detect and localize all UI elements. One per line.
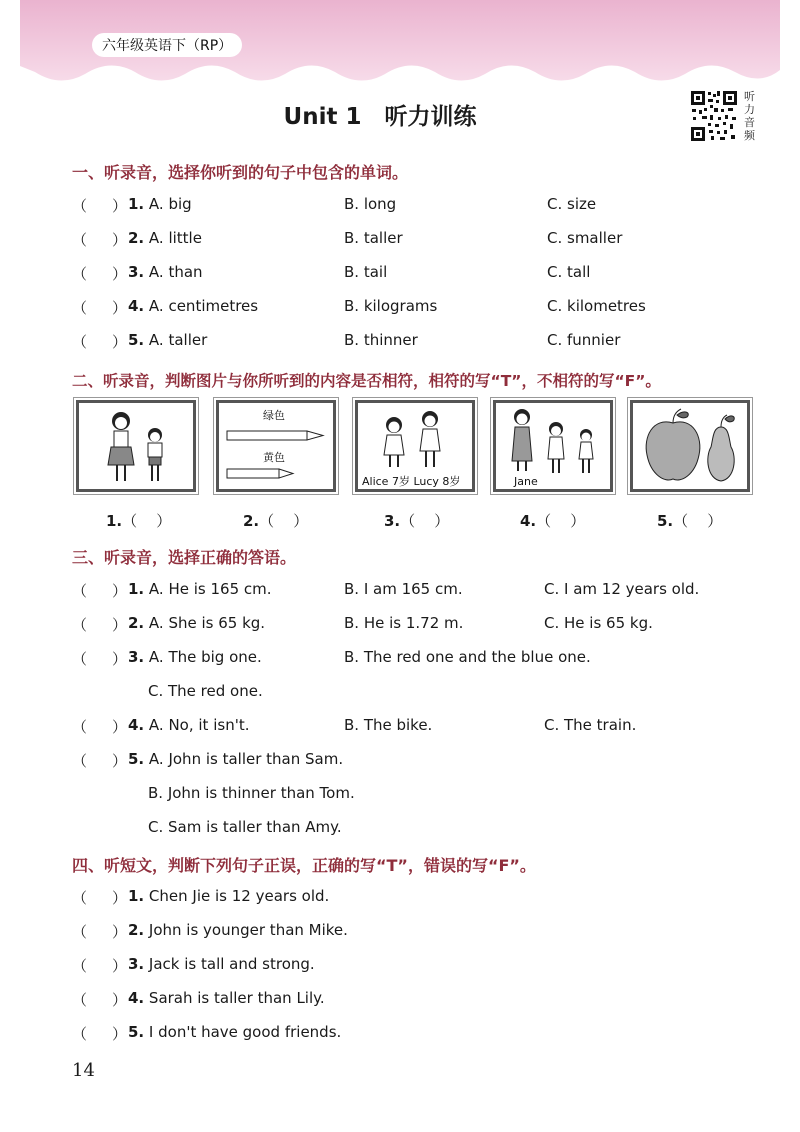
picture-4-answer[interactable]: 4.（ ） — [520, 512, 586, 530]
s3-question-4: （ ） 4. A. No, it isn't. B. The bike. C. The train. — [72, 716, 637, 736]
option-a: A. The big one. — [148, 648, 262, 666]
option-c: C. The red one. — [148, 682, 263, 700]
s3-question-3: （ ） 3. A. The big one. B. The red one and the blue one. — [72, 648, 591, 668]
page-number: 14 — [72, 1060, 95, 1081]
green-label: 绿色 — [263, 409, 285, 422]
picture-4-jane — [493, 400, 613, 492]
option-a: A. big — [148, 195, 192, 213]
qr-code-icon[interactable] — [690, 90, 738, 142]
s4-statement-5: （ ） 5. I don't have good friends. — [72, 1023, 342, 1043]
option-c: C. tall — [547, 263, 591, 281]
option-a: A. taller — [148, 331, 208, 349]
s1-question-1: （ ） 1. A. big B. long C. size — [72, 195, 597, 215]
s4-statement-2: （ ） 2. John is younger than Mike. — [72, 921, 348, 941]
section-3-title: 三、听录音，选择正确的答语。 — [72, 548, 297, 567]
option-c: C. size — [547, 195, 597, 213]
s3-question-2: （ ） 2. A. She is 65 kg. B. He is 1.72 m. C. He is 65 kg. — [72, 614, 653, 634]
section-1-title: 一、听录音，选择你听到的句子中包含的单词。 — [72, 163, 409, 182]
option-c: C. Sam is taller than Amy. — [148, 818, 342, 836]
s4-statement-4: （ ） 4. Sarah is taller than Lily. — [72, 989, 325, 1009]
yellow-label: 黄色 — [263, 451, 285, 464]
girl-boy-illustration — [79, 403, 193, 489]
s3-question-1: （ ） 1. A. He is 165 cm. B. I am 165 cm. C. I am 12 years old. — [72, 580, 700, 600]
option-a: A. than — [148, 263, 203, 281]
option-b: B. tail — [344, 263, 388, 281]
alice-lucy-caption: Alice 7岁 Lucy 8岁 — [362, 475, 461, 488]
option-c: C. funnier — [547, 331, 621, 349]
picture-5-answer[interactable]: 5.（ ） — [657, 512, 723, 530]
option-b: B. The bike. — [344, 716, 433, 734]
option-a: A. little — [148, 229, 202, 247]
option-c: C. He is 65 kg. — [544, 614, 653, 632]
s1-question-5: （ ） 5. A. taller B. thinner C. funnier — [72, 331, 621, 351]
picture-1-answer[interactable]: 1.（ ） — [106, 512, 172, 530]
option-b: B. kilograms — [344, 297, 438, 315]
picture-row — [72, 400, 752, 496]
option-b: B. taller — [344, 229, 403, 247]
option-a: A. John is taller than Sam. — [148, 750, 344, 768]
option-a: A. He is 165 cm. — [148, 580, 272, 598]
option-b: B. long — [344, 195, 397, 213]
s3-question-5-c — [72, 818, 752, 842]
option-b: B. I am 165 cm. — [344, 580, 463, 598]
page-title: Unit 1 听力训练 — [283, 104, 477, 130]
option-a: A. She is 65 kg. — [148, 614, 266, 632]
s4-statement-3: （ ） 3. Jack is tall and strong. — [72, 955, 315, 975]
header-band — [20, 0, 780, 92]
option-c: C. The train. — [544, 716, 637, 734]
s1-question-2: （ ） 2. A. little B. taller C. smaller — [72, 229, 623, 249]
option-c: C. I am 12 years old. — [544, 580, 700, 598]
s4-statement-1: （ ） 1. Chen Jie is 12 years old. — [72, 887, 330, 907]
picture-5-apple-pear — [630, 400, 750, 492]
option-b: B. John is thinner than Tom. — [148, 784, 355, 802]
qr-label: 听 力 音 频 — [744, 90, 755, 142]
picture-2-pencils — [216, 400, 336, 492]
s3-question-5-b — [72, 784, 752, 808]
option-a: A. centimetres — [148, 297, 259, 315]
option-b: B. He is 1.72 m. — [344, 614, 464, 632]
picture-1-girl-and-boy — [76, 400, 196, 492]
apple-pear-illustration — [633, 403, 747, 489]
s3-question-5: （ ） 5. A. John is taller than Sam. — [72, 750, 344, 770]
book-label: 六年级英语下（RP） — [92, 33, 242, 57]
picture-3-alice-lucy — [355, 400, 475, 492]
picture-2-answer[interactable]: 2.（ ） — [243, 512, 309, 530]
option-c: C. kilometres — [547, 297, 646, 315]
option-b: B. thinner — [344, 331, 418, 349]
section-2-title: 二、听录音，判断图片与你所听到的内容是否相符，相符的写“T”，不相符的写“F”。 — [72, 372, 661, 390]
jane-caption: Jane — [514, 475, 538, 488]
option-a: A. No, it isn't. — [148, 716, 250, 734]
s1-question-3: （ ） 3. A. than B. tail C. tall — [72, 263, 591, 283]
picture-3-answer[interactable]: 3.（ ） — [384, 512, 450, 530]
s1-question-4: （ ） 4. A. centimetres B. kilograms C. kilometres — [72, 297, 646, 317]
option-c: C. smaller — [547, 229, 623, 247]
s3-question-3-cont — [72, 682, 752, 706]
option-b: B. The red one and the blue one. — [344, 648, 591, 666]
section-4-title: 四、听短文，判断下列句子正误，正确的写“T”，错误的写“F”。 — [72, 856, 536, 875]
pencils-illustration — [219, 403, 333, 489]
